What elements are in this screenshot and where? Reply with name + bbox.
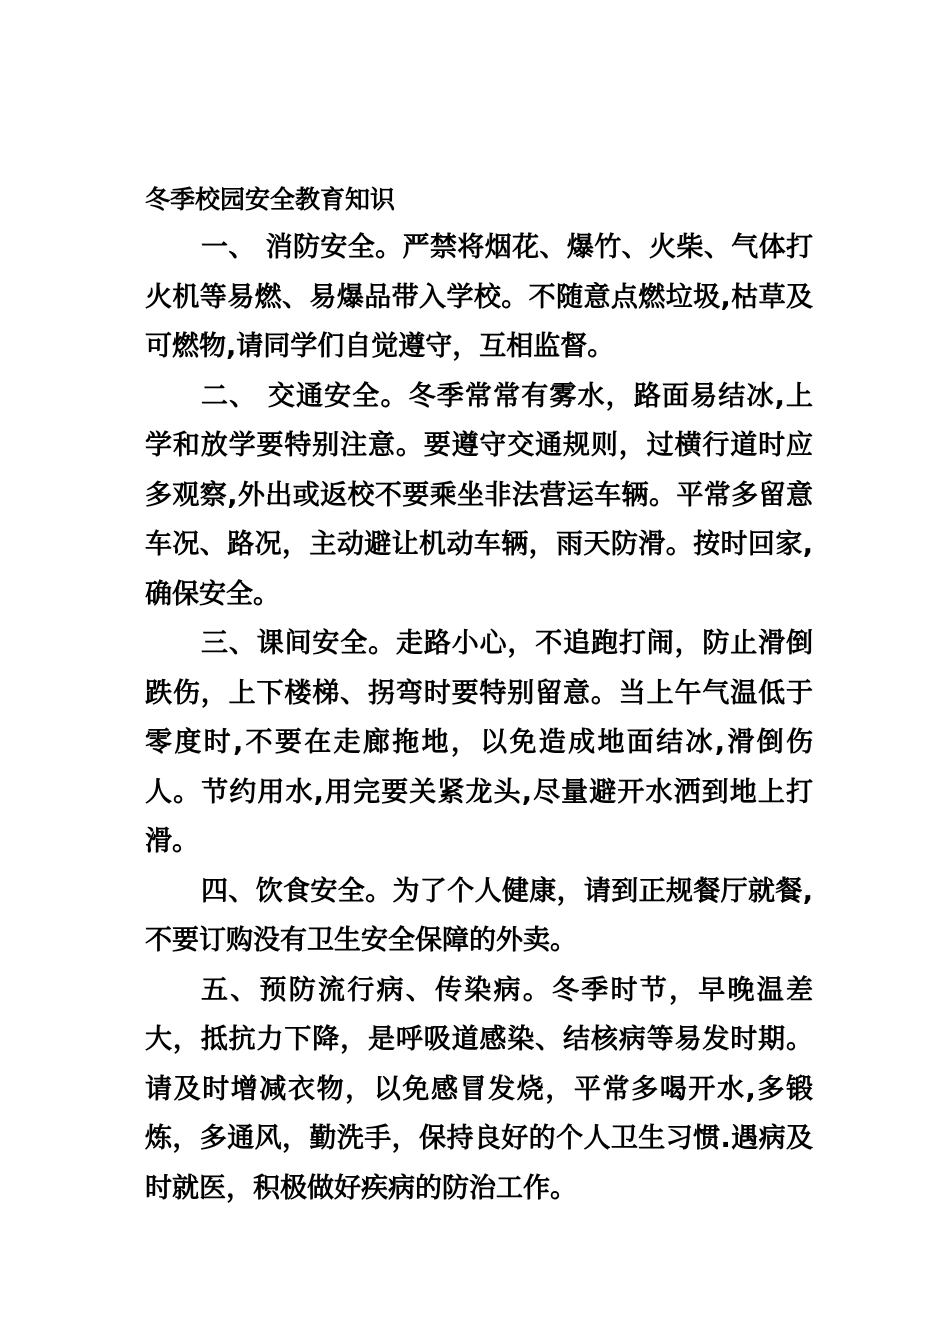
document-body <box>145 177 813 1213</box>
paragraph-disease-prevention: 五、预防流行病、传染病。冬季时节，早晚温差大，抵抗力下降，是呼吸道感染、结核病等易发时期。请及时增减衣物，以免感冒发烧，平常多喝开水,多锻炼，多通风，勤洗手，保持良好的个人卫生习惯.遇病及时就医，积极做好疾病的防治工作。 <box>145 974 813 1204</box>
paragraph-break-time-safety: 三、课间安全。走路小心，不追跑打闹，防止滑倒跌伤，上下楼梯、拐弯时要特别留意。当上午气温低于零度时,不要在走廊拖地，以免造成地面结冰,滑倒伤人。节约用水,用完要关紧龙头,尽量避开水洒到地上打滑。 <box>145 628 813 857</box>
paragraph-food-safety: 四、饮食安全。为了个人健康，请到正规餐厅就餐,不要订购没有卫生安全保障的外卖。 <box>145 875 813 956</box>
paragraph-traffic-safety: 二、 交通安全。冬季常常有雾水，路面易结冰,上学和放学要特别注意。要遵守交通规则，过横行道时应多观察,外出或返校不要乘坐非法营运车辆。平常多留意车况、路况，主动避让机动车辆，雨天防滑。按时回家,确保安全。 <box>145 380 813 610</box>
paragraph-fire-safety: 一、 消防安全。严禁将烟花、爆竹、火柴、气体打火机等易燃、易爆品带入学校。不随意点燃垃圾,枯草及可燃物,请同学们自觉遵守，互相监督。 <box>145 232 813 362</box>
document-title: 冬季校园安全教育知识 <box>145 185 396 214</box>
